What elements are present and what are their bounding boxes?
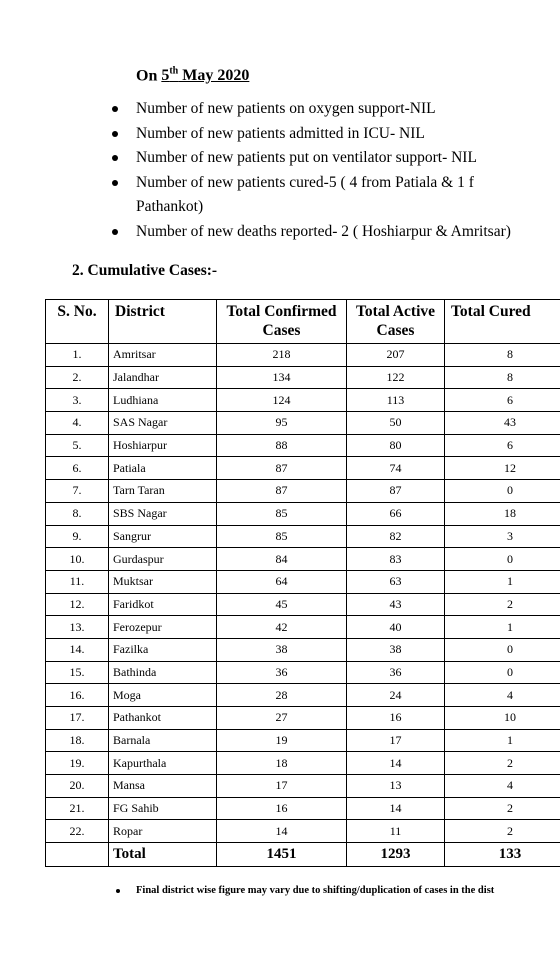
table-row <box>46 434 560 457</box>
cell-cured: 0 <box>445 548 560 571</box>
cell-cured: 1 <box>445 616 560 639</box>
cell-cured: 2 <box>445 820 560 843</box>
cell-active: 43 <box>347 593 445 616</box>
header-cured: Total Cured <box>445 300 560 344</box>
list-item: Number of new patients on oxygen support-NIL <box>106 97 560 122</box>
total-row <box>46 843 560 867</box>
cell-cured: 6 <box>445 434 560 457</box>
cell-district: FG Sahib <box>109 797 217 820</box>
table-row <box>46 570 560 593</box>
header-sno: S. No. <box>46 300 109 344</box>
table-row <box>46 525 560 548</box>
report-date: On 5th May 2020 <box>136 66 250 85</box>
cell-confirmed: 87 <box>217 480 347 503</box>
cell-confirmed: 19 <box>217 729 347 752</box>
cell-active: 17 <box>347 729 445 752</box>
cell-active: 80 <box>347 434 445 457</box>
cell-district: Muktsar <box>109 570 217 593</box>
table-row <box>46 661 560 684</box>
cell-cured: 3 <box>445 525 560 548</box>
table-row <box>46 366 560 389</box>
cell-confirmed: 87 <box>217 457 347 480</box>
cumulative-cases-table <box>45 299 560 867</box>
cell-district: SBS Nagar <box>109 502 217 525</box>
cell-sno: 11. <box>46 570 109 593</box>
cell-active: 87 <box>347 480 445 503</box>
cell-confirmed: 64 <box>217 570 347 593</box>
cell-confirmed: 45 <box>217 593 347 616</box>
cell-confirmed: 218 <box>217 344 347 367</box>
cell-sno: 16. <box>46 684 109 707</box>
cell-sno: 18. <box>46 729 109 752</box>
cell-cured: 12 <box>445 457 560 480</box>
cell-active: 63 <box>347 570 445 593</box>
table-row <box>46 457 560 480</box>
cell-confirmed: 14 <box>217 820 347 843</box>
table-row <box>46 480 560 503</box>
cell-active: 13 <box>347 775 445 798</box>
cell-district: Mansa <box>109 775 217 798</box>
cell-confirmed: 38 <box>217 638 347 661</box>
table-header-row <box>46 300 560 344</box>
cell-cured: 2 <box>445 797 560 820</box>
cell-cured: 1 <box>445 729 560 752</box>
table-row <box>46 638 560 661</box>
cell-cured: 0 <box>445 480 560 503</box>
cell-cured: 6 <box>445 389 560 412</box>
cell-district: Bathinda <box>109 661 217 684</box>
cell-active: 14 <box>347 752 445 775</box>
cell-confirmed: 18 <box>217 752 347 775</box>
cell-district: Hoshiarpur <box>109 434 217 457</box>
cell-sno: 2. <box>46 366 109 389</box>
cell-sno: 3. <box>46 389 109 412</box>
cell-district: Gurdaspur <box>109 548 217 571</box>
table-row <box>46 684 560 707</box>
table-row <box>46 707 560 730</box>
cell-active: 82 <box>347 525 445 548</box>
cell-confirmed: 28 <box>217 684 347 707</box>
cell-cured: 4 <box>445 775 560 798</box>
cell-cured: 8 <box>445 344 560 367</box>
header-district: District <box>109 300 217 344</box>
footnote: Final district wise figure may vary due to shifting/duplication of cases in the dist <box>116 885 560 896</box>
cell-confirmed: 95 <box>217 412 347 435</box>
section-title: 2. Cumulative Cases:- <box>72 262 218 279</box>
cell-confirmed: 85 <box>217 525 347 548</box>
cell-active: 50 <box>347 412 445 435</box>
cell-confirmed: 36 <box>217 661 347 684</box>
cell-confirmed: 27 <box>217 707 347 730</box>
cell-active: 83 <box>347 548 445 571</box>
cell-district: Patiala <box>109 457 217 480</box>
cell-district: Tarn Taran <box>109 480 217 503</box>
table-row <box>46 344 560 367</box>
cell-sno: 1. <box>46 344 109 367</box>
cell-sno: 13. <box>46 616 109 639</box>
table-row <box>46 752 560 775</box>
cell-district: Jalandhar <box>109 366 217 389</box>
total-active: 1293 <box>347 843 445 867</box>
cell-sno <box>46 843 109 867</box>
header-confirmed: Total Confirmed Cases <box>217 300 347 344</box>
cell-cured: 43 <box>445 412 560 435</box>
table-row <box>46 412 560 435</box>
cell-active: 74 <box>347 457 445 480</box>
cell-active: 40 <box>347 616 445 639</box>
cell-confirmed: 16 <box>217 797 347 820</box>
cell-active: 14 <box>347 797 445 820</box>
cell-confirmed: 17 <box>217 775 347 798</box>
cell-district: Amritsar <box>109 344 217 367</box>
cell-sno: 14. <box>46 638 109 661</box>
cell-district: Kapurthala <box>109 752 217 775</box>
total-label: Total <box>109 843 217 867</box>
cell-cured: 0 <box>445 661 560 684</box>
cell-cured: 10 <box>445 707 560 730</box>
cell-district: Moga <box>109 684 217 707</box>
table-row <box>46 593 560 616</box>
cell-cured: 18 <box>445 502 560 525</box>
list-item: Number of new deaths reported- 2 ( Hoshiarpur & Amritsar) <box>106 220 560 245</box>
cell-district: Pathankot <box>109 707 217 730</box>
cell-confirmed: 134 <box>217 366 347 389</box>
cell-sno: 5. <box>46 434 109 457</box>
header-active: Total Active Cases <box>347 300 445 344</box>
cell-sno: 10. <box>46 548 109 571</box>
cell-confirmed: 88 <box>217 434 347 457</box>
cell-district: Fazilka <box>109 638 217 661</box>
cell-confirmed: 85 <box>217 502 347 525</box>
cell-cured: 2 <box>445 752 560 775</box>
cell-cured: 1 <box>445 570 560 593</box>
cell-active: 16 <box>347 707 445 730</box>
cell-sno: 7. <box>46 480 109 503</box>
list-item: Number of new patients put on ventilator support- NIL <box>106 146 560 171</box>
cell-sno: 4. <box>46 412 109 435</box>
cell-sno: 8. <box>46 502 109 525</box>
cell-district: Barnala <box>109 729 217 752</box>
list-item: Number of new patients cured-5 ( 4 from Patiala & 1 f Pathankot) <box>106 171 560 220</box>
cell-district: Faridkot <box>109 593 217 616</box>
cell-active: 207 <box>347 344 445 367</box>
cell-cured: 0 <box>445 638 560 661</box>
cell-sno: 9. <box>46 525 109 548</box>
bullet-icon <box>116 889 120 893</box>
cell-sno: 20. <box>46 775 109 798</box>
cell-active: 38 <box>347 638 445 661</box>
table-row <box>46 797 560 820</box>
table-row <box>46 775 560 798</box>
list-item: Number of new patients admitted in ICU- NIL <box>106 122 560 147</box>
cell-confirmed: 124 <box>217 389 347 412</box>
cell-district: Sangrur <box>109 525 217 548</box>
total-confirmed: 1451 <box>217 843 347 867</box>
cell-active: 36 <box>347 661 445 684</box>
cell-cured: 2 <box>445 593 560 616</box>
cell-district: Ropar <box>109 820 217 843</box>
cell-sno: 22. <box>46 820 109 843</box>
table-row <box>46 389 560 412</box>
cell-confirmed: 84 <box>217 548 347 571</box>
cell-district: Ludhiana <box>109 389 217 412</box>
table-row <box>46 548 560 571</box>
cell-confirmed: 42 <box>217 616 347 639</box>
cell-cured: 4 <box>445 684 560 707</box>
cell-district: SAS Nagar <box>109 412 217 435</box>
cell-district: Ferozepur <box>109 616 217 639</box>
cell-active: 113 <box>347 389 445 412</box>
cell-cured: 8 <box>445 366 560 389</box>
cell-sno: 21. <box>46 797 109 820</box>
cell-sno: 19. <box>46 752 109 775</box>
table-row <box>46 616 560 639</box>
cell-sno: 15. <box>46 661 109 684</box>
cell-sno: 17. <box>46 707 109 730</box>
daily-update-list <box>106 97 560 244</box>
table-row <box>46 502 560 525</box>
total-cured: 133 <box>445 843 560 867</box>
cell-sno: 12. <box>46 593 109 616</box>
table-row <box>46 729 560 752</box>
cell-active: 11 <box>347 820 445 843</box>
table-row <box>46 820 560 843</box>
cell-active: 24 <box>347 684 445 707</box>
cell-active: 122 <box>347 366 445 389</box>
cell-active: 66 <box>347 502 445 525</box>
cell-sno: 6. <box>46 457 109 480</box>
